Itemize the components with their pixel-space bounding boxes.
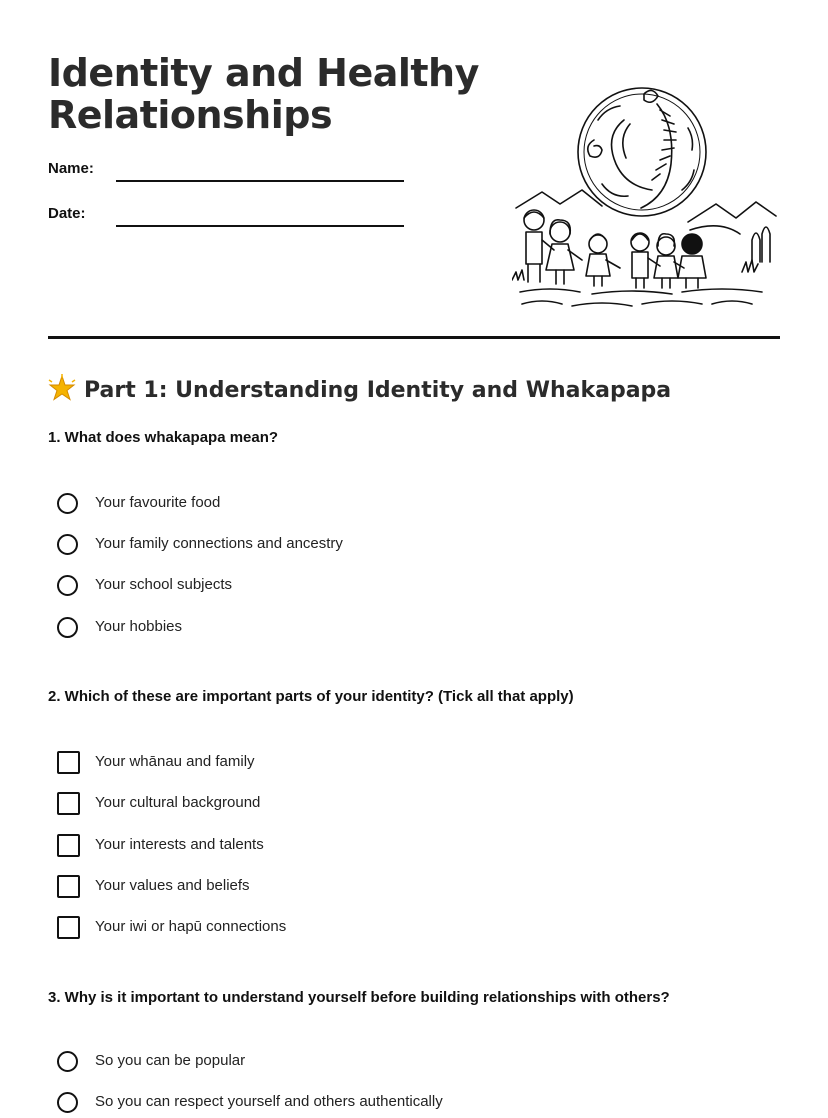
date-label: Date:: [48, 205, 86, 222]
q2-option-5[interactable]: [57, 916, 757, 942]
name-line[interactable]: [116, 180, 404, 182]
section-1-title: Part 1: Understanding Identity and Whakapapa: [84, 378, 672, 403]
radio-button[interactable]: [57, 575, 78, 596]
children-fern-illustration: [512, 80, 780, 316]
worksheet-title: Identity and Healthy Relationships: [48, 51, 479, 137]
radio-button[interactable]: [57, 617, 78, 638]
q3-option-1[interactable]: [57, 1050, 757, 1076]
date-field[interactable]: [48, 205, 408, 229]
q1-option-2[interactable]: [57, 533, 757, 559]
option-label: Your interests and talents: [95, 836, 264, 853]
name-label: Name:: [48, 160, 94, 177]
checkbox[interactable]: [57, 751, 80, 774]
option-label: Your iwi or hapū connections: [95, 918, 287, 935]
option-label: Your cultural background: [95, 794, 261, 811]
radio-button[interactable]: [57, 493, 78, 514]
question-2: 2. Which of these are important parts of your identity? (Tick all that apply): [48, 688, 574, 705]
radio-button[interactable]: [57, 1092, 78, 1113]
option-label: Your favourite food: [95, 494, 221, 511]
question-3: 3. Why is it important to understand yourself before building relationships with others?: [48, 989, 670, 1006]
q2-option-1[interactable]: [57, 751, 757, 777]
question-1: 1. What does whakapapa mean?: [48, 429, 279, 446]
option-label: So you can be popular: [95, 1052, 246, 1069]
radio-button[interactable]: [57, 534, 78, 555]
q1-option-1[interactable]: [57, 492, 757, 518]
option-label: Your values and beliefs: [95, 877, 250, 894]
q1-option-4[interactable]: [57, 616, 757, 642]
option-label: Your family connections and ancestry: [95, 535, 343, 552]
checkbox[interactable]: [57, 834, 80, 857]
checkbox[interactable]: [57, 916, 80, 939]
option-label: Your whānau and family: [95, 753, 255, 770]
q2-option-4[interactable]: [57, 875, 757, 901]
star-icon: [48, 374, 76, 402]
q1-option-3[interactable]: [57, 574, 757, 600]
option-label: So you can respect yourself and others authentically: [95, 1093, 443, 1110]
checkbox[interactable]: [57, 875, 80, 898]
option-label: Your hobbies: [95, 618, 183, 635]
date-line[interactable]: [116, 225, 404, 227]
section-divider: [48, 336, 780, 339]
name-field[interactable]: [48, 160, 408, 184]
q2-option-3[interactable]: [57, 834, 757, 860]
checkbox[interactable]: [57, 792, 80, 815]
option-label: Your school subjects: [95, 576, 233, 593]
q3-option-2[interactable]: [57, 1091, 757, 1117]
radio-button[interactable]: [57, 1051, 78, 1072]
section-1-heading: [48, 374, 671, 403]
q2-option-2[interactable]: [57, 792, 757, 818]
